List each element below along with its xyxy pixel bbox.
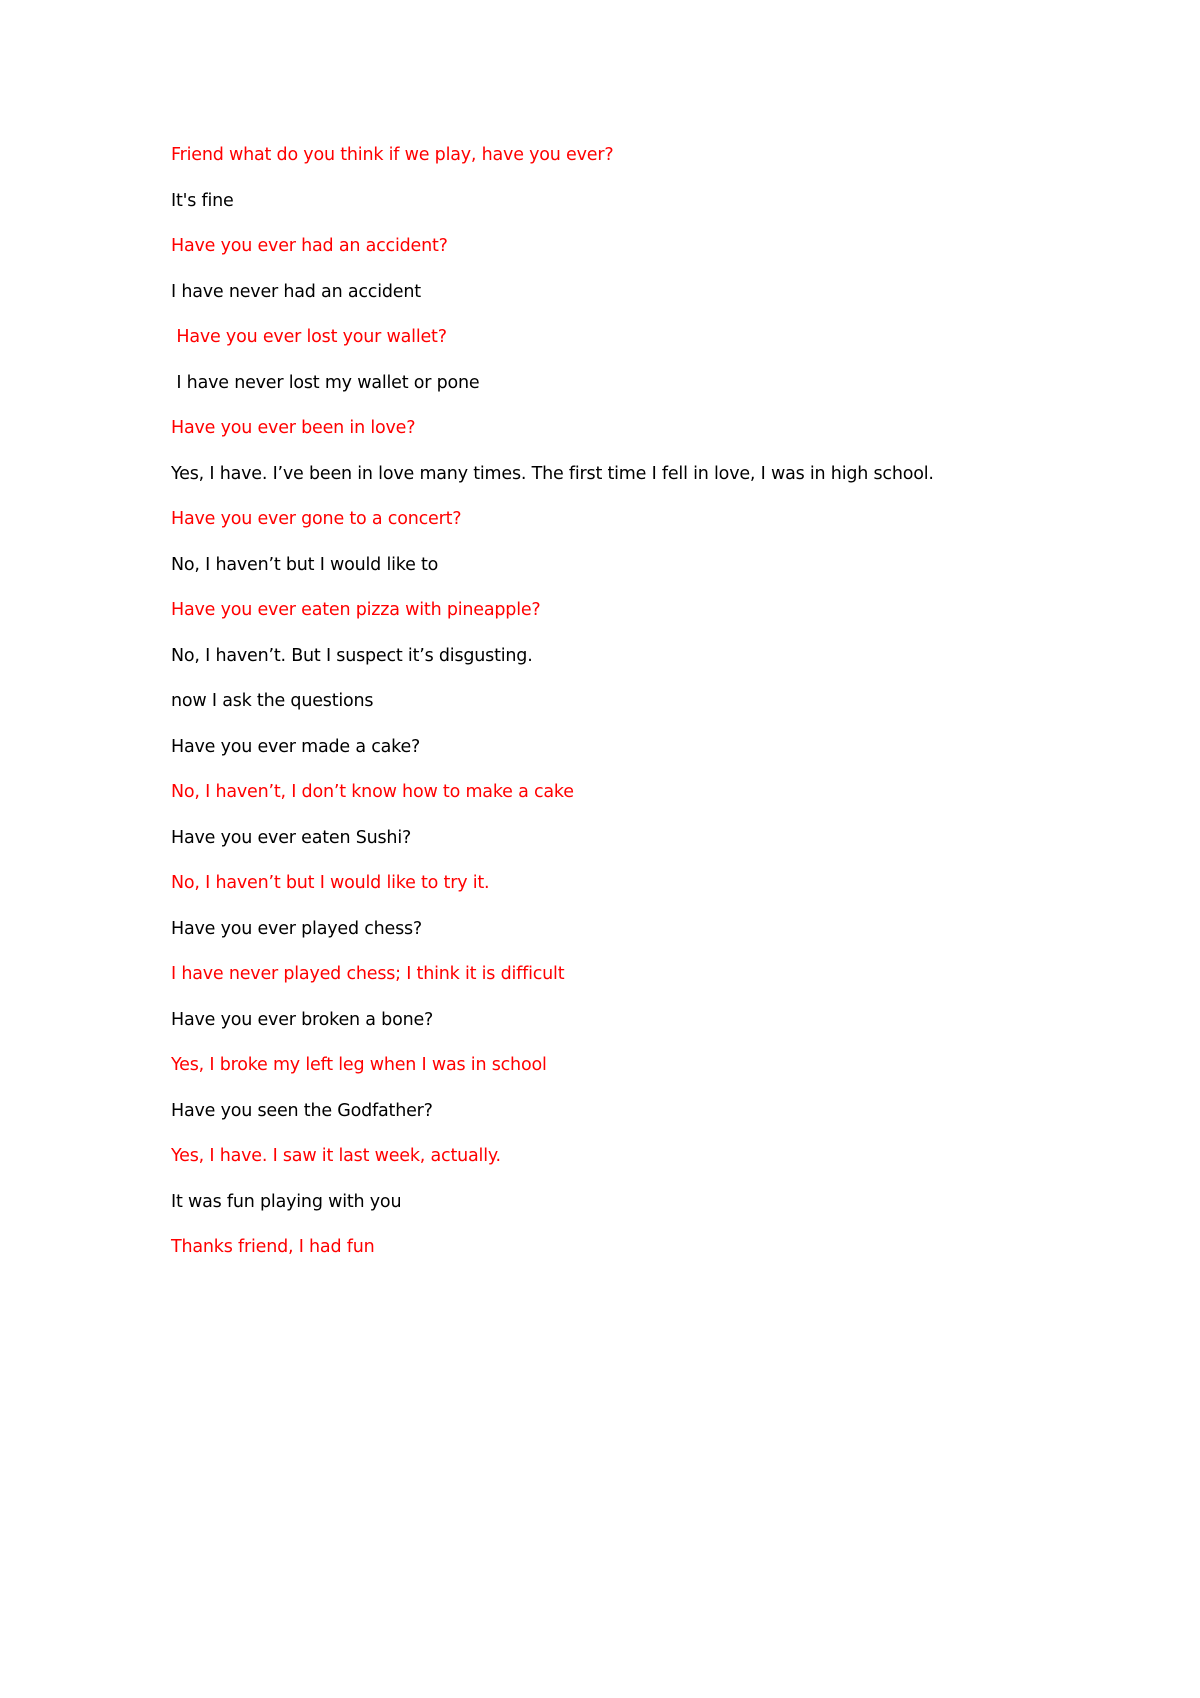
dialogue-line: I have never had an accident	[171, 281, 421, 302]
dialogue-line: I have never played chess; I think it is difficult	[171, 964, 565, 984]
dialogue-line: Yes, I broke my left leg when I was in school	[171, 1055, 547, 1075]
dialogue-line: Have you ever made a cake?	[171, 736, 421, 757]
dialogue-line: Have you ever lost your wallet?	[171, 327, 447, 347]
dialogue-line: Have you ever eaten pizza with pineapple?	[171, 600, 541, 620]
dialogue-line: Have you seen the Godfather?	[171, 1100, 433, 1121]
dialogue-line: Friend what do you think if we play, have you ever?	[171, 145, 614, 165]
dialogue-line: Yes, I have. I’ve been in love many times. The first time I fell in love, I was in high school.	[171, 463, 934, 484]
dialogue-line: Have you ever played chess?	[171, 918, 423, 939]
dialogue-line: No, I haven’t but I would like to try it.	[171, 873, 490, 893]
dialogue-text	[171, 144, 1151, 1282]
dialogue-line: No, I haven’t but I would like to	[171, 554, 439, 575]
dialogue-line: Have you ever broken a bone?	[171, 1009, 434, 1030]
dialogue-line: No, I haven’t, I don’t know how to make a cake	[171, 782, 574, 802]
dialogue-line: Have you ever gone to a concert?	[171, 509, 462, 529]
dialogue-line: Thanks friend, I had fun	[171, 1237, 375, 1257]
dialogue-line: No, I haven’t. But I suspect it’s disgusting.	[171, 645, 533, 666]
dialogue-line: Have you ever eaten Sushi?	[171, 827, 412, 848]
dialogue-line: Have you ever been in love?	[171, 418, 416, 438]
dialogue-line: now I ask the questions	[171, 691, 374, 711]
dialogue-line: Have you ever had an accident?	[171, 236, 448, 256]
dialogue-line: It's fine	[171, 190, 234, 211]
dialogue-line: It was fun playing with you	[171, 1191, 402, 1212]
dialogue-line: Yes, I have. I saw it last week, actually.	[171, 1146, 501, 1166]
dialogue-line: I have never lost my wallet or pone	[171, 372, 480, 393]
